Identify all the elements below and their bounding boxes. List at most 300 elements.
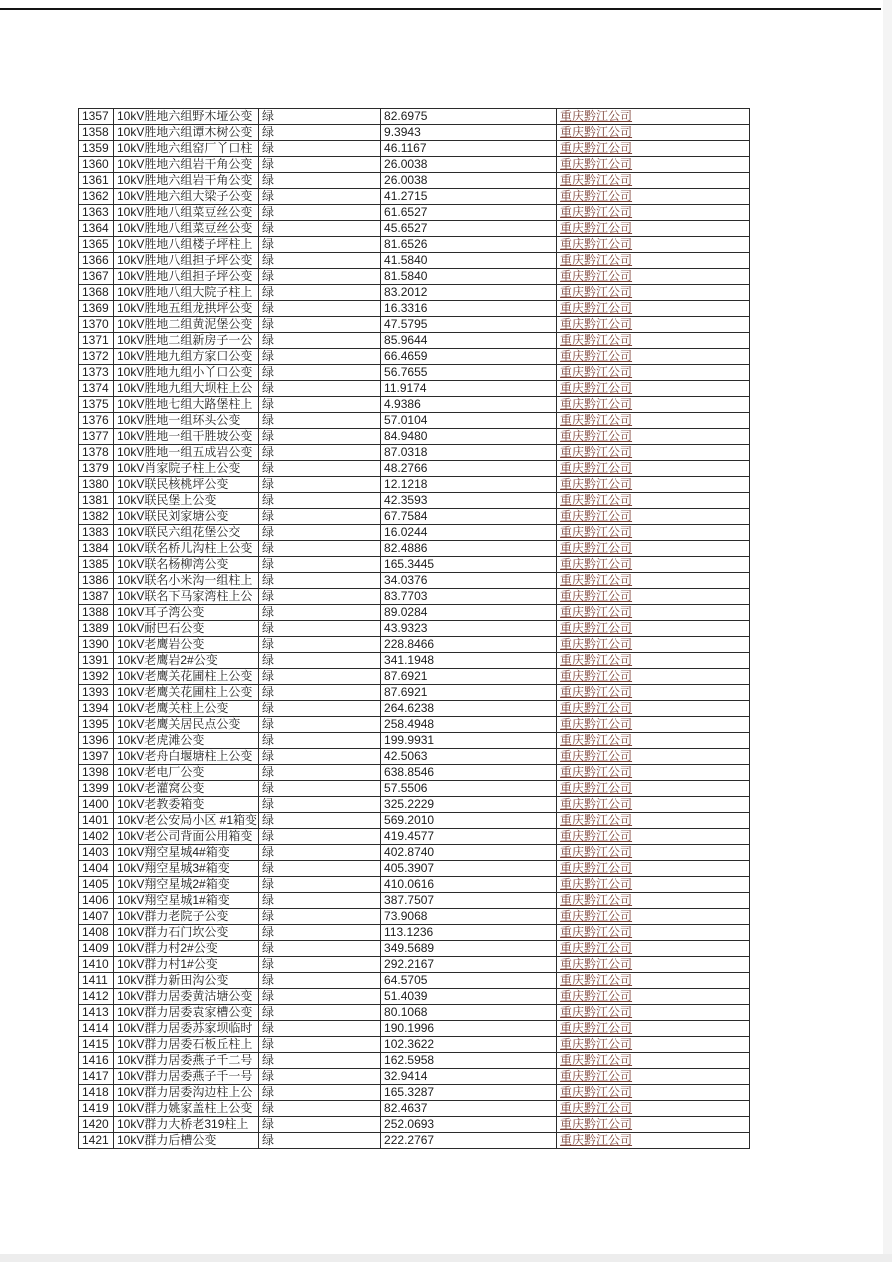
transformer-name: 10kV翔空星城3#箱变	[114, 861, 259, 877]
load-value: 87.0318	[381, 445, 557, 461]
row-number: 1388	[79, 605, 114, 621]
status-green: 绿	[259, 973, 381, 989]
company-link[interactable]: 重庆黔江公司	[560, 1069, 633, 1083]
company-cell	[557, 301, 750, 317]
row-number: 1357	[79, 109, 114, 125]
transformer-name: 10kV翔空星城1#箱变	[114, 893, 259, 909]
table-row	[79, 445, 750, 461]
load-value: 410.0616	[381, 877, 557, 893]
row-number: 1398	[79, 765, 114, 781]
company-link[interactable]: 重庆黔江公司	[560, 653, 633, 667]
row-number: 1401	[79, 813, 114, 829]
company-link[interactable]: 重庆黔江公司	[560, 541, 633, 555]
company-cell	[557, 717, 750, 733]
status-green: 绿	[259, 301, 381, 317]
load-value: 83.7703	[381, 589, 557, 605]
company-link[interactable]: 重庆黔江公司	[560, 157, 633, 171]
load-value: 43.9323	[381, 621, 557, 637]
table-row	[79, 1117, 750, 1133]
status-green: 绿	[259, 317, 381, 333]
company-cell	[557, 605, 750, 621]
company-link[interactable]: 重庆黔江公司	[560, 1037, 633, 1051]
company-link[interactable]: 重庆黔江公司	[560, 525, 633, 539]
load-value: 81.6526	[381, 237, 557, 253]
company-cell	[557, 1037, 750, 1053]
load-value: 45.6527	[381, 221, 557, 237]
table-row	[79, 845, 750, 861]
table-row	[79, 557, 750, 573]
row-number: 1410	[79, 957, 114, 973]
company-link[interactable]: 重庆黔江公司	[560, 1053, 633, 1067]
load-value: 32.9414	[381, 1069, 557, 1085]
company-cell	[557, 317, 750, 333]
load-value: 84.9480	[381, 429, 557, 445]
company-link[interactable]: 重庆黔江公司	[560, 797, 633, 811]
status-green: 绿	[259, 141, 381, 157]
table-row	[79, 749, 750, 765]
row-number: 1367	[79, 269, 114, 285]
table-row	[79, 525, 750, 541]
company-link[interactable]: 重庆黔江公司	[560, 861, 633, 875]
row-number: 1381	[79, 493, 114, 509]
company-link[interactable]: 重庆黔江公司	[560, 957, 633, 971]
status-green: 绿	[259, 109, 381, 125]
status-green: 绿	[259, 429, 381, 445]
status-green: 绿	[259, 797, 381, 813]
page-right-edge	[883, 0, 892, 1262]
company-cell	[557, 541, 750, 557]
row-number: 1417	[79, 1069, 114, 1085]
load-value: 48.2766	[381, 461, 557, 477]
status-green: 绿	[259, 285, 381, 301]
row-number: 1362	[79, 189, 114, 205]
status-green: 绿	[259, 637, 381, 653]
transformer-name: 10kV老电厂公变	[114, 765, 259, 781]
transformer-name: 10kV群力居委燕子千二号	[114, 1053, 259, 1069]
load-value: 46.1167	[381, 141, 557, 157]
company-link[interactable]: 重庆黔江公司	[560, 893, 633, 907]
company-link[interactable]: 重庆黔江公司	[560, 573, 633, 587]
company-link[interactable]: 重庆黔江公司	[560, 941, 633, 955]
company-link[interactable]: 重庆黔江公司	[560, 877, 633, 891]
status-green: 绿	[259, 205, 381, 221]
transformer-name: 10kV群力村2#公变	[114, 941, 259, 957]
row-number: 1390	[79, 637, 114, 653]
transformer-name: 10kV翔空星城2#箱变	[114, 877, 259, 893]
table-row	[79, 573, 750, 589]
transformer-name: 10kV胜地七组大路堡柱上	[114, 397, 259, 413]
table-row	[79, 637, 750, 653]
row-number: 1365	[79, 237, 114, 253]
load-value: 42.5063	[381, 749, 557, 765]
company-link[interactable]: 重庆黔江公司	[560, 557, 633, 571]
table-row	[79, 429, 750, 445]
status-green: 绿	[259, 125, 381, 141]
load-value: 165.3287	[381, 1085, 557, 1101]
company-link[interactable]: 重庆黔江公司	[560, 621, 633, 635]
table-row	[79, 141, 750, 157]
status-green: 绿	[259, 509, 381, 525]
company-link[interactable]: 重庆黔江公司	[560, 1101, 633, 1115]
status-green: 绿	[259, 621, 381, 637]
transformer-name: 10kV肖家院子柱上公变	[114, 461, 259, 477]
transformer-name: 10kV联名小米沟一组柱上	[114, 573, 259, 589]
load-value: 81.5840	[381, 269, 557, 285]
status-green: 绿	[259, 461, 381, 477]
transformer-name: 10kV胜地一组环头公变	[114, 413, 259, 429]
status-green: 绿	[259, 605, 381, 621]
load-value: 67.7584	[381, 509, 557, 525]
transformer-name: 10kV老公司背面公用箱变	[114, 829, 259, 845]
company-link[interactable]: 重庆黔江公司	[560, 909, 633, 923]
transformer-name: 10kV胜地六组谭木树公变	[114, 125, 259, 141]
table-row	[79, 205, 750, 221]
status-green: 绿	[259, 1053, 381, 1069]
row-number: 1361	[79, 173, 114, 189]
company-cell	[557, 653, 750, 669]
company-link[interactable]: 重庆黔江公司	[560, 397, 633, 411]
table-row	[79, 1005, 750, 1021]
load-value: 47.5795	[381, 317, 557, 333]
row-number: 1421	[79, 1133, 114, 1149]
load-value: 82.6975	[381, 109, 557, 125]
transformer-name: 10kV老公安局小区 #1箱变	[114, 813, 259, 829]
status-green: 绿	[259, 813, 381, 829]
table-row	[79, 397, 750, 413]
status-green: 绿	[259, 269, 381, 285]
load-value: 162.5958	[381, 1053, 557, 1069]
company-link[interactable]: 重庆黔江公司	[560, 749, 633, 763]
row-number: 1373	[79, 365, 114, 381]
transformer-name: 10kV老鹰关花圃柱上公变	[114, 685, 259, 701]
status-green: 绿	[259, 925, 381, 941]
transformer-name: 10kV群力居委沟边柱上公	[114, 1085, 259, 1101]
load-value: 57.0104	[381, 413, 557, 429]
row-number: 1366	[79, 253, 114, 269]
transformer-name: 10kV老鹰关花圃柱上公变	[114, 669, 259, 685]
company-cell	[557, 1021, 750, 1037]
company-link[interactable]: 重庆黔江公司	[560, 717, 633, 731]
table-row	[79, 717, 750, 733]
company-cell	[557, 109, 750, 125]
company-cell	[557, 941, 750, 957]
status-green: 绿	[259, 1117, 381, 1133]
company-link[interactable]: 重庆黔江公司	[560, 109, 633, 123]
row-number: 1414	[79, 1021, 114, 1037]
transformer-name: 10kV胜地八组担子坪公变	[114, 269, 259, 285]
status-green: 绿	[259, 173, 381, 189]
transformer-name: 10kV群力村1#公变	[114, 957, 259, 973]
transformer-name: 10kV群力大桥老319柱上	[114, 1117, 259, 1133]
table-row	[79, 125, 750, 141]
load-value: 341.1948	[381, 653, 557, 669]
load-value: 405.3907	[381, 861, 557, 877]
company-link[interactable]: 重庆黔江公司	[560, 605, 633, 619]
row-number: 1359	[79, 141, 114, 157]
table-row	[79, 797, 750, 813]
transformer-name: 10kV联民核桃坪公变	[114, 477, 259, 493]
row-number: 1404	[79, 861, 114, 877]
row-number: 1400	[79, 797, 114, 813]
status-green: 绿	[259, 749, 381, 765]
table-row	[79, 317, 750, 333]
transformer-name: 10kV老舟白堰塘柱上公变	[114, 749, 259, 765]
table-row	[79, 237, 750, 253]
transformer-name: 10kV胜地二组黄泥堡公变	[114, 317, 259, 333]
company-link[interactable]: 重庆黔江公司	[560, 973, 633, 987]
load-value: 228.8466	[381, 637, 557, 653]
company-link[interactable]: 重庆黔江公司	[560, 637, 633, 651]
company-cell	[557, 989, 750, 1005]
company-link[interactable]: 重庆黔江公司	[560, 813, 633, 827]
company-link[interactable]: 重庆黔江公司	[560, 141, 633, 155]
status-green: 绿	[259, 541, 381, 557]
transformer-name: 10kV胜地六组窑厂丫口柱	[114, 141, 259, 157]
table-row	[79, 701, 750, 717]
transformer-name: 10kV胜地九组大坝柱上公	[114, 381, 259, 397]
load-value: 349.5689	[381, 941, 557, 957]
load-value: 56.7655	[381, 365, 557, 381]
load-value: 80.1068	[381, 1005, 557, 1021]
company-link[interactable]: 重庆黔江公司	[560, 189, 633, 203]
transformer-name: 10kV群力居委袁家槽公变	[114, 1005, 259, 1021]
table-row	[79, 893, 750, 909]
status-green: 绿	[259, 1101, 381, 1117]
table-row	[79, 605, 750, 621]
load-value: 73.9068	[381, 909, 557, 925]
transformer-name: 10kV胜地八组大院子柱上	[114, 285, 259, 301]
company-link[interactable]: 重庆黔江公司	[560, 205, 633, 219]
transformer-name: 10kV联名下马家湾柱上公	[114, 589, 259, 605]
company-link[interactable]: 重庆黔江公司	[560, 173, 633, 187]
transformer-name: 10kV联名杨柳湾公变	[114, 557, 259, 573]
company-link[interactable]: 重庆黔江公司	[560, 1085, 633, 1099]
transformer-name: 10kV老灌窝公变	[114, 781, 259, 797]
load-value: 61.6527	[381, 205, 557, 221]
table-row	[79, 909, 750, 925]
company-cell	[557, 285, 750, 301]
status-green: 绿	[259, 765, 381, 781]
company-link[interactable]: 重庆黔江公司	[560, 765, 633, 779]
company-link[interactable]: 重庆黔江公司	[560, 925, 633, 939]
company-link[interactable]: 重庆黔江公司	[560, 253, 633, 267]
company-link[interactable]: 重庆黔江公司	[560, 685, 633, 699]
company-link[interactable]: 重庆黔江公司	[560, 829, 633, 843]
transformer-name: 10kV胜地六组大梁子公变	[114, 189, 259, 205]
table-row	[79, 733, 750, 749]
transformer-name: 10kV翔空星城4#箱变	[114, 845, 259, 861]
company-link[interactable]: 重庆黔江公司	[560, 237, 633, 251]
load-value: 222.2767	[381, 1133, 557, 1149]
company-cell	[557, 557, 750, 573]
company-link[interactable]: 重庆黔江公司	[560, 365, 633, 379]
status-green: 绿	[259, 989, 381, 1005]
table-row	[79, 781, 750, 797]
transformer-name: 10kV胜地九组方家口公变	[114, 349, 259, 365]
status-green: 绿	[259, 957, 381, 973]
company-link[interactable]: 重庆黔江公司	[560, 125, 633, 139]
table-row	[79, 541, 750, 557]
company-link[interactable]: 重庆黔江公司	[560, 509, 633, 523]
table-row	[79, 589, 750, 605]
company-link[interactable]: 重庆黔江公司	[560, 349, 633, 363]
row-number: 1416	[79, 1053, 114, 1069]
row-number: 1412	[79, 989, 114, 1005]
company-link[interactable]: 重庆黔江公司	[560, 381, 633, 395]
status-green: 绿	[259, 557, 381, 573]
transformer-name: 10kV胜地八组菜豆丝公变	[114, 205, 259, 221]
status-green: 绿	[259, 685, 381, 701]
company-link[interactable]: 重庆黔江公司	[560, 413, 633, 427]
company-cell	[557, 669, 750, 685]
company-link[interactable]: 重庆黔江公司	[560, 845, 633, 859]
company-cell	[557, 573, 750, 589]
company-cell	[557, 781, 750, 797]
load-value: 57.5506	[381, 781, 557, 797]
company-link[interactable]: 重庆黔江公司	[560, 701, 633, 715]
company-link[interactable]: 重庆黔江公司	[560, 333, 633, 347]
company-cell	[557, 893, 750, 909]
table-row	[79, 413, 750, 429]
status-green: 绿	[259, 1085, 381, 1101]
row-number: 1384	[79, 541, 114, 557]
company-link[interactable]: 重庆黔江公司	[560, 589, 633, 603]
load-value: 89.0284	[381, 605, 557, 621]
company-cell	[557, 189, 750, 205]
company-link[interactable]: 重庆黔江公司	[560, 301, 633, 315]
company-cell	[557, 813, 750, 829]
transformer-name: 10kV联民刘家塘公变	[114, 509, 259, 525]
table-row	[79, 477, 750, 493]
transformer-name: 10kV胜地八组担子坪公变	[114, 253, 259, 269]
transformer-name: 10kV老鹰岩公变	[114, 637, 259, 653]
table-row	[79, 349, 750, 365]
transformer-name: 10kV联名桥儿沟柱上公变	[114, 541, 259, 557]
transformer-name: 10kV老鹰关居民点公变	[114, 717, 259, 733]
row-number: 1374	[79, 381, 114, 397]
table-row	[79, 925, 750, 941]
company-link[interactable]: 重庆黔江公司	[560, 781, 633, 795]
transformer-table	[78, 108, 750, 1149]
company-cell	[557, 765, 750, 781]
row-number: 1394	[79, 701, 114, 717]
table-row	[79, 109, 750, 125]
company-link[interactable]: 重庆黔江公司	[560, 1117, 633, 1131]
load-value: 34.0376	[381, 573, 557, 589]
status-green: 绿	[259, 493, 381, 509]
transformer-name: 10kV胜地六组野木垭公变	[114, 109, 259, 125]
company-link[interactable]: 重庆黔江公司	[560, 1021, 633, 1035]
company-cell	[557, 701, 750, 717]
table-row	[79, 669, 750, 685]
transformer-name: 10kV群力居委石板丘柱上	[114, 1037, 259, 1053]
row-number: 1418	[79, 1085, 114, 1101]
company-link[interactable]: 重庆黔江公司	[560, 269, 633, 283]
row-number: 1413	[79, 1005, 114, 1021]
row-number: 1368	[79, 285, 114, 301]
company-cell	[557, 925, 750, 941]
load-value: 64.5705	[381, 973, 557, 989]
row-number: 1380	[79, 477, 114, 493]
table-row	[79, 957, 750, 973]
company-link[interactable]: 重庆黔江公司	[560, 989, 633, 1003]
company-link[interactable]: 重庆黔江公司	[560, 477, 633, 491]
table-row	[79, 1085, 750, 1101]
status-green: 绿	[259, 573, 381, 589]
load-value: 402.8740	[381, 845, 557, 861]
table-row	[79, 941, 750, 957]
table-row	[79, 221, 750, 237]
table-row	[79, 813, 750, 829]
row-number: 1408	[79, 925, 114, 941]
table-row	[79, 189, 750, 205]
company-link[interactable]: 重庆黔江公司	[560, 317, 633, 331]
company-cell	[557, 733, 750, 749]
company-link[interactable]: 重庆黔江公司	[560, 733, 633, 747]
status-green: 绿	[259, 413, 381, 429]
company-link[interactable]: 重庆黔江公司	[560, 1133, 633, 1147]
row-number: 1369	[79, 301, 114, 317]
company-link[interactable]: 重庆黔江公司	[560, 1005, 633, 1019]
status-green: 绿	[259, 829, 381, 845]
status-green: 绿	[259, 717, 381, 733]
company-cell	[557, 525, 750, 541]
table-row	[79, 861, 750, 877]
company-link[interactable]: 重庆黔江公司	[560, 285, 633, 299]
row-number: 1393	[79, 685, 114, 701]
row-number: 1405	[79, 877, 114, 893]
company-cell	[557, 797, 750, 813]
company-link[interactable]: 重庆黔江公司	[560, 461, 633, 475]
status-green: 绿	[259, 781, 381, 797]
table-row	[79, 1053, 750, 1069]
transformer-name: 10kV老鹰岩2#公变	[114, 653, 259, 669]
row-number: 1370	[79, 317, 114, 333]
row-number: 1407	[79, 909, 114, 925]
company-cell	[557, 333, 750, 349]
company-link[interactable]: 重庆黔江公司	[560, 445, 633, 459]
transformer-name: 10kV胜地六组岩干角公变	[114, 157, 259, 173]
load-value: 165.3445	[381, 557, 557, 573]
status-green: 绿	[259, 941, 381, 957]
company-link[interactable]: 重庆黔江公司	[560, 669, 633, 683]
company-link[interactable]: 重庆黔江公司	[560, 493, 633, 507]
table-row	[79, 333, 750, 349]
company-cell	[557, 237, 750, 253]
row-number: 1371	[79, 333, 114, 349]
table-row	[79, 285, 750, 301]
table-row	[79, 1133, 750, 1149]
company-cell	[557, 445, 750, 461]
load-value: 42.3593	[381, 493, 557, 509]
row-number: 1363	[79, 205, 114, 221]
row-number: 1396	[79, 733, 114, 749]
transformer-name: 10kV胜地八组菜豆丝公变	[114, 221, 259, 237]
company-link[interactable]: 重庆黔江公司	[560, 429, 633, 443]
load-value: 325.2229	[381, 797, 557, 813]
table-row	[79, 509, 750, 525]
company-link[interactable]: 重庆黔江公司	[560, 221, 633, 235]
transformer-name: 10kV胜地六组岩干角公变	[114, 173, 259, 189]
row-number: 1360	[79, 157, 114, 173]
table-row	[79, 1069, 750, 1085]
transformer-name: 10kV胜地八组楼子坪柱上	[114, 237, 259, 253]
status-green: 绿	[259, 333, 381, 349]
table-row	[79, 1021, 750, 1037]
transformer-name: 10kV老鹰关柱上公变	[114, 701, 259, 717]
status-green: 绿	[259, 525, 381, 541]
row-number: 1372	[79, 349, 114, 365]
